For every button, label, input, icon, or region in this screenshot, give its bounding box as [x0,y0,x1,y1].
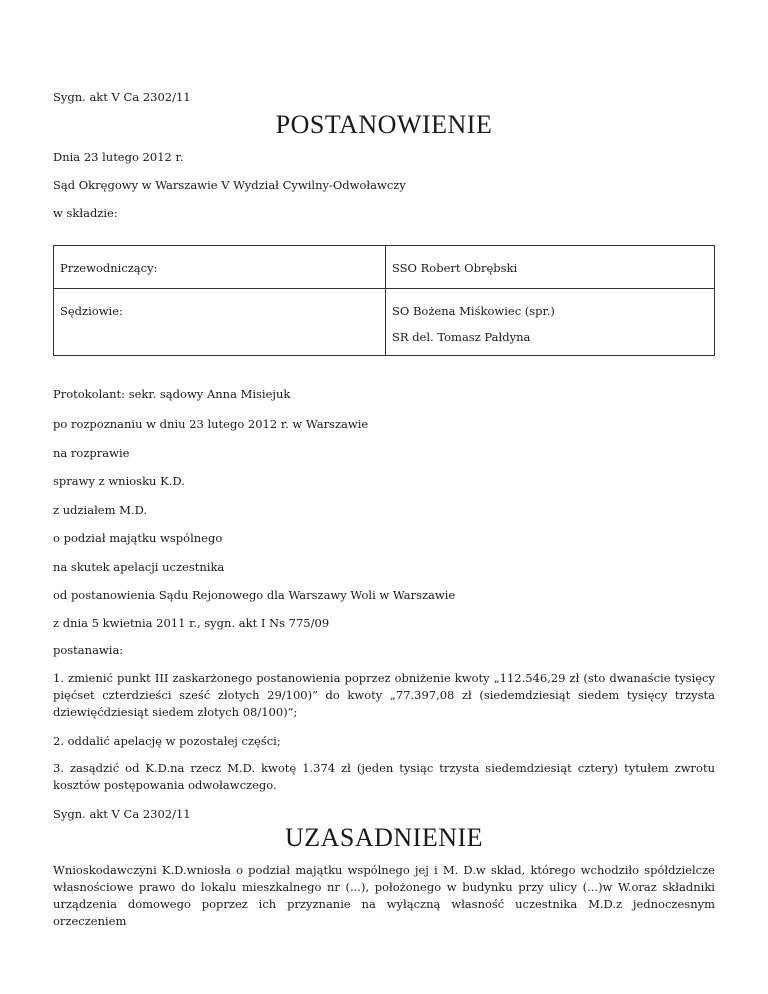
bench-composition-table [53,245,715,356]
reasons-title: UZASADNIENIE [284,823,484,852]
judges-label: Sędziowie: [60,304,123,318]
document-title: POSTANOWIENIE [275,110,493,139]
chair-label: Przewodniczący: [60,261,158,275]
lower-decision-line: z dnia 5 kwietnia 2011 r., sygn. akt I Ns 775/09 [53,616,330,630]
subject-line: o podział majątku wspólnego [53,531,223,545]
participant-line: z udziałem M.D. [53,503,148,517]
court-name: Sąd Okręgowy w Warszawie V Wydział Cywilny-Odwoławczy [53,178,406,192]
chair-name: SSO Robert Obrębski [392,261,518,275]
judge-name: SR del. Tomasz Pałdyna [392,330,531,344]
judge-name: SO Bożena Miśkowiec (spr.) [392,304,555,318]
date-line: Dnia 23 lutego 2012 r. [53,150,184,164]
session-line: na rozprawie [53,446,130,460]
lower-court-line: od postanowienia Sądu Rejonowego dla Warszawy Woli w Warszawie [53,588,456,602]
decides-line: postanawia: [53,643,124,657]
ruling-point-3: 3. zasądzić od K.D.na rzecz M.D. kwotę 1.374 zł (jeden tysiąc trzysta siedemdziesiąt cztery) tytułem zwrotu kosztów postępowania odwoławczego. [53,761,715,792]
chair-row [54,246,715,289]
reasons-case-signature: Sygn. akt V Ca 2302/11 [53,807,191,821]
applicant-line: sprawy z wniosku K.D. [53,474,185,488]
judges-row [54,289,715,356]
hearing-line: po rozpoznaniu w dniu 23 lutego 2012 r. w Warszawie [53,417,369,431]
reasons-paragraph: Wnioskodawczyni K.D.wniosła o podział majątku wspólnego jej i M. D.w skład, którego wchodziło spółdzielcze własnościowe prawo do lokalu mieszkalnego nr (...), położonego w budynku przy ulicy (...)w W.oraz składniki urządzenia domowego poprzez ich przyznanie na wyłączną własność uczestnika M.D.z jednoczesnym orzeczeniem [53,863,715,928]
appeal-line: na skutek apelacji uczestnika [53,560,225,574]
case-signature: Sygn. akt V Ca 2302/11 [53,90,191,104]
clerk-line: Protokolant: sekr. sądowy Anna Misiejuk [53,387,291,401]
ruling-point-2: 2. oddalić apelację w pozostałej części; [53,734,281,748]
ruling-point-1: 1. zmienić punkt III zaskarżonego postanowienia poprzez obniżenie kwoty „112.546,29 zł (sto dwanaście tysięcy pięćset czterdzieści sześć złotych 29/100)” do kwoty „77.397,08 zł (siedemdziesiąt siedem tysięcy trzysta dziewięćdziesiąt siedem złotych 08/100)”; [53,671,715,719]
composition-label: w składzie: [53,206,118,220]
